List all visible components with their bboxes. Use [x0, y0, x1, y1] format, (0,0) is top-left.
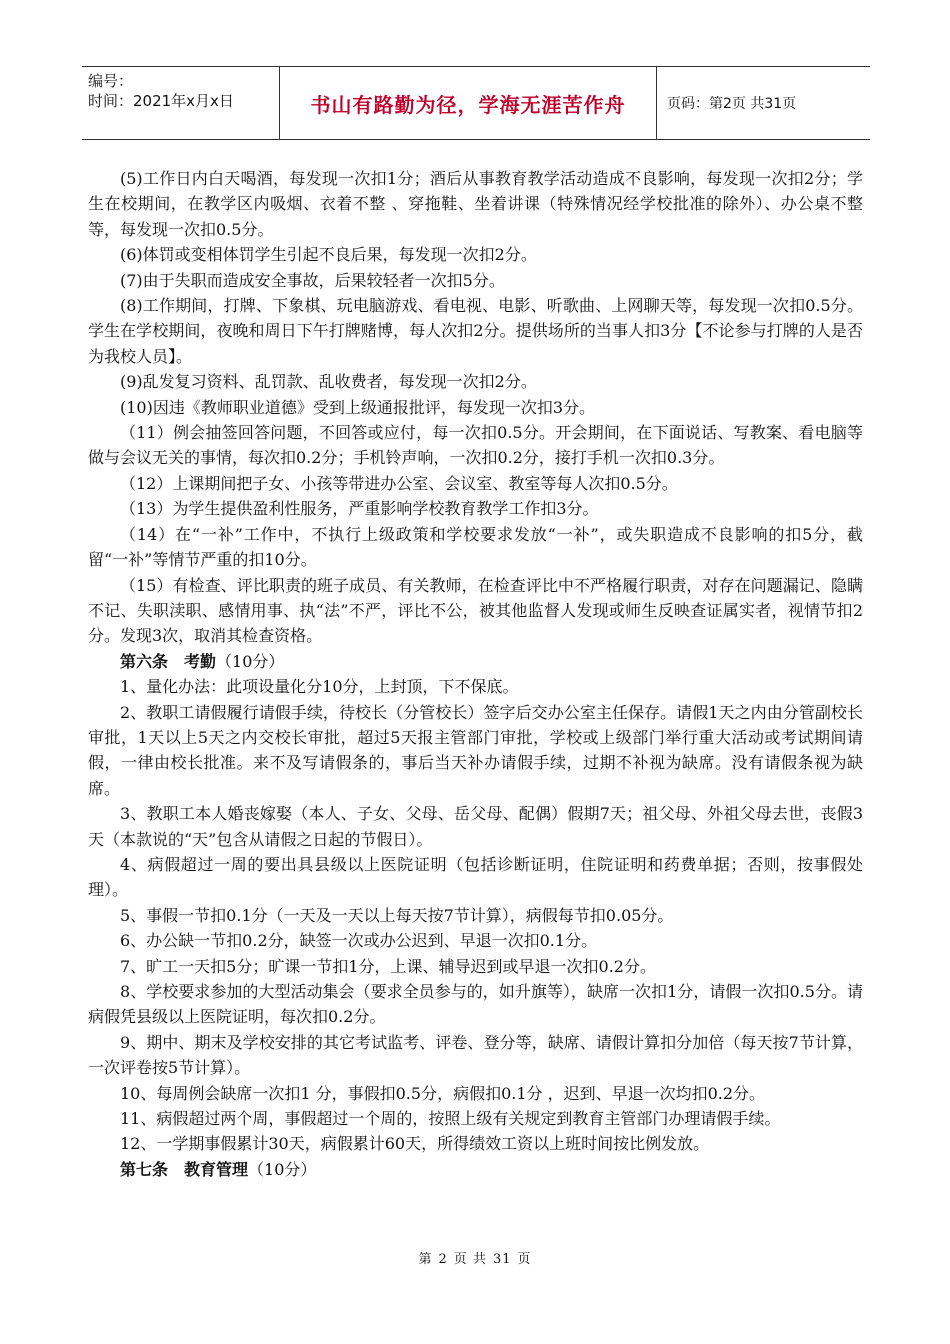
doc-number-label: 编号：	[88, 72, 134, 90]
paragraph-14: （14）在“一补”工作中，不执行上级政策和学校要求发放“一补”，或失职造成不良影响的扣5分，截留“一补”等情节严重的扣10分。	[88, 524, 863, 570]
article-6-item: 2、教职工请假履行请假手续，待校长（分管校长）签字后交办公室主任保存。请假1天之内由分管副校长审批，1天以上5天之内交校长审批，超过5天报主管部门审批，学校或上级部门举行重大活动或考试期间请假，一律由校长批准。来不及写请假条的，事后当天补办请假手续，过期不补视为缺席。没有请假条视为缺席。	[88, 702, 863, 798]
article-6-item: 1、量化办法：此项设量化分10分，上封顶，下不保底。	[120, 677, 519, 697]
header-motto: 书山有路勤为径，学海无涯苦作舟	[280, 67, 657, 139]
article-6-item: 9、期中、期末及学校安排的其它考试监考、评卷、登分等，缺席、请假计算扣分加倍（每天按7节计算，一次评卷按5节计算）。	[88, 1032, 863, 1078]
doc-date-label: 时间：2021年x月x日	[88, 92, 234, 110]
article-6-item: 12、一学期事假累计30天，病假累计60天，所得绩效工资以上班时间按比例发放。	[120, 1134, 710, 1154]
document-body	[88, 166, 863, 1182]
footer-prefix: 第	[418, 1252, 433, 1267]
article-6-item: 8、学校要求参加的大型活动集会（要求全员参与的，如升旗等），缺席一次扣1分，请假一次扣0.5分。请病假凭县级以上医院证明，每次扣0.2分。	[88, 982, 863, 1027]
paragraph-10: (10)因违《教师职业道德》受到上级通报批评，每发现一次扣3分。	[120, 397, 596, 417]
footer-mid: 页 共	[453, 1252, 487, 1267]
paragraph-11: （11）例会抽签回答问题，不回答或应付，每一次扣0.5分。开会期间，在下面说话、写教案、看电脑等做与会议无关的事情，每次扣0.2分；手机铃声响，一次扣0.2分，接打手机一次扣0.3分。	[88, 423, 863, 468]
footer-total-pages: 31	[492, 1252, 512, 1267]
page-header	[82, 66, 870, 140]
article-6-score: （10分）	[216, 651, 285, 671]
article-7-heading	[88, 1157, 863, 1182]
header-page-label: 页码：第2页 共31页	[667, 96, 797, 112]
paragraph-5: (5)工作日内白天喝酒，每发现一次扣1分；酒后从事教育教学活动造成不良影响，每发现一次扣2分；学生在校期间，在教学区内吸烟、衣着不整 、穿拖鞋、坐着讲课（特殊情况经学校批准的除外）、办公桌不整等，每发现一次扣0.5分。	[88, 169, 863, 239]
footer-page-number: 2	[438, 1252, 448, 1267]
article-6-item: 3、教职工本人婚丧嫁娶（本人、子女、父母、岳父母、配偶）假期7天；祖父母、外祖父母去世，丧假3天（本款说的“天”包含从请假之日起的节假日）。	[88, 804, 863, 849]
article-6-item: 6、办公缺一节扣0.2分，缺签一次或办公迟到、早退一次扣0.1分。	[120, 931, 598, 951]
article-7-title: 第七条 教育管理	[120, 1159, 249, 1179]
page-footer	[0, 1248, 950, 1267]
paragraph-15: （15）有检查、评比职责的班子成员、有关教师，在检查评比中不严格履行职责，对存在问题漏记、隐瞒不记、失职渎职、感情用事、执“法”不严，评比不公，被其他监督人发现或师生反映查证属实者，视情节扣2分。发现3次，取消其检查资格。	[88, 575, 863, 646]
article-6-item: 5、事假一节扣0.1分（一天及一天以上每天按7节计算），病假每节扣0.05分。	[120, 905, 674, 925]
paragraph-12: （12）上课期间把子女、小孩等带进办公室、会议室、教室等每人次扣0.5分。	[120, 473, 678, 493]
header-meta	[82, 67, 280, 139]
paragraph-13: （13）为学生提供盈利性服务，严重影响学校教育教学工作扣3分。	[120, 499, 599, 519]
paragraph-7: (7)由于失职而造成安全事故，后果较轻者一次扣5分。	[120, 270, 505, 290]
article-6-heading	[88, 649, 863, 674]
article-7-score: （10分）	[248, 1159, 317, 1179]
article-6-item: 11、病假超过两个周，事假超过一个周的，按照上级有关规定到教育主管部门办理请假手续。	[120, 1109, 781, 1129]
paragraph-8: (8)工作期间，打牌、下象棋、玩电脑游戏、看电视、电影、听歌曲、上网聊天等，每发现一次扣0.5分。学生在学校期间，夜晚和周日下午打牌赌博，每人次扣2分。提供场所的当事人扣3分【不论参与打牌的人是否为我校人员】。	[88, 296, 863, 366]
paragraph-6: (6)体罚或变相体罚学生引起不良后果，每发现一次扣2分。	[120, 245, 537, 265]
article-6-item: 7、旷工一天扣5分；旷课一节扣1分，上课、辅导迟到或早退一次扣0.2分。	[120, 956, 656, 976]
article-6-item: 4、病假超过一周的要出具县级以上医院证明（包括诊断证明，住院证明和药费单据；否则，按事假处理）。	[88, 854, 863, 900]
article-6-item: 10、每周例会缺席一次扣1 分，事假扣0.5分，病假扣0.1分 ，迟到、早退一次均扣0.2分。	[120, 1083, 766, 1103]
article-6-title: 第六条 考勤	[120, 651, 217, 671]
footer-suffix: 页	[517, 1252, 532, 1267]
paragraph-9: (9)乱发复习资料、乱罚款、乱收费者，每发现一次扣2分。	[120, 372, 537, 392]
